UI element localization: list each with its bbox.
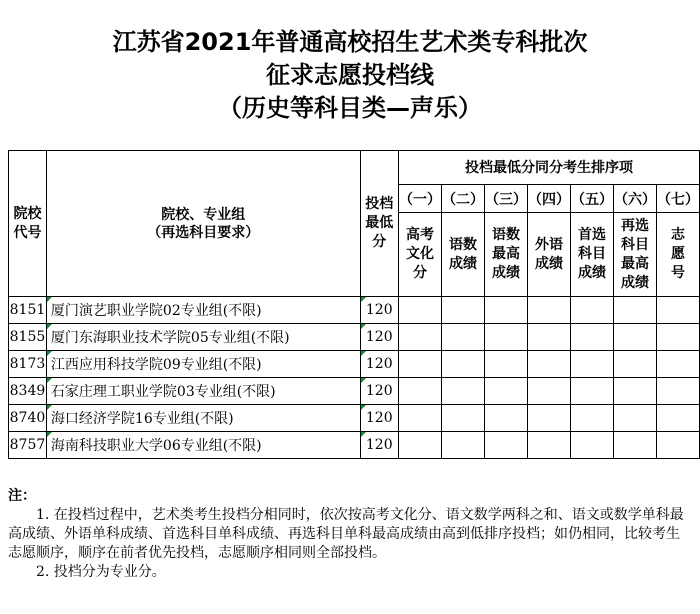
- sub-name-1: 高考文化分: [398, 213, 441, 297]
- min-score: 120: [360, 297, 398, 324]
- sub-number-1: （一）: [398, 185, 441, 213]
- table-row: [9, 405, 700, 432]
- note-item-1: 1. 在投档过程中，艺术类考生投档分相同时，依次按高考文化分、语文数学两科之和、语文或数学单科最高成绩、外语单科成绩、首选科目单科成绩、再选科目单科最高成绩由高到低排序投档；如仍相同，比较考生志愿顺序，顺序在前者优先投档，志愿顺序相同则全部投档。: [8, 507, 684, 561]
- page-title-line2: 征求志愿投档线: [266, 61, 434, 89]
- school-code: 8155: [9, 324, 47, 351]
- school-name: 海南科技职业大学06专业组(不限): [46, 432, 360, 459]
- min-score: 120: [360, 432, 398, 459]
- school-code: 8740: [9, 405, 47, 432]
- school-name: 厦门演艺职业学院02专业组(不限): [46, 297, 360, 324]
- header-school-code: 院校代号: [9, 151, 47, 297]
- sub-name-2: 语数成绩: [441, 213, 484, 297]
- sub-number-4: （四）: [527, 185, 570, 213]
- sub-number-3: （三）: [484, 185, 527, 213]
- min-score: 120: [360, 351, 398, 378]
- sub-name-3: 语数最高成绩: [484, 213, 527, 297]
- sub-number-2: （二）: [441, 185, 484, 213]
- min-score: 120: [360, 405, 398, 432]
- note-item-2: 2. 投档分为专业分。: [36, 564, 166, 580]
- school-code: 8173: [9, 351, 47, 378]
- school-name: 海口经济学院16专业组(不限): [46, 405, 360, 432]
- page-title-line1: 江苏省2021年普通高校招生艺术类专科批次: [112, 28, 588, 56]
- school-name: 石家庄理工职业学院03专业组(不限): [46, 378, 360, 405]
- table-row: [9, 351, 700, 378]
- header-school-name: 院校、专业组 （再选科目要求）: [46, 151, 360, 297]
- school-name: 厦门东海职业技术学院05专业组(不限): [46, 324, 360, 351]
- table-row: [9, 297, 700, 324]
- notes-label: 注：: [8, 488, 36, 504]
- sub-name-5: 首选科目成绩: [570, 213, 613, 297]
- min-score: 120: [360, 324, 398, 351]
- school-name: 江西应用科技学院09专业组(不限): [46, 351, 360, 378]
- table-row: [9, 378, 700, 405]
- table-row: [9, 324, 700, 351]
- admission-score-table: [8, 150, 700, 459]
- sub-number-7: （七）: [656, 185, 699, 213]
- header-min-score: 投档最低分: [360, 151, 398, 297]
- sub-name-7: 志愿号: [656, 213, 699, 297]
- school-code: 8349: [9, 378, 47, 405]
- sub-name-6: 再选科目最高成绩: [613, 213, 656, 297]
- min-score: 120: [360, 378, 398, 405]
- sub-number-5: （五）: [570, 185, 613, 213]
- notes-section: [8, 487, 692, 582]
- sub-number-6: （六）: [613, 185, 656, 213]
- page-title-line3: （历史等科目类—声乐）: [218, 94, 482, 122]
- school-code: 8757: [9, 432, 47, 459]
- school-code: 8151: [9, 297, 47, 324]
- header-tiebreak: 投档最低分同分考生排序项: [398, 151, 699, 185]
- sub-name-4: 外语成绩: [527, 213, 570, 297]
- table-row: [9, 432, 700, 459]
